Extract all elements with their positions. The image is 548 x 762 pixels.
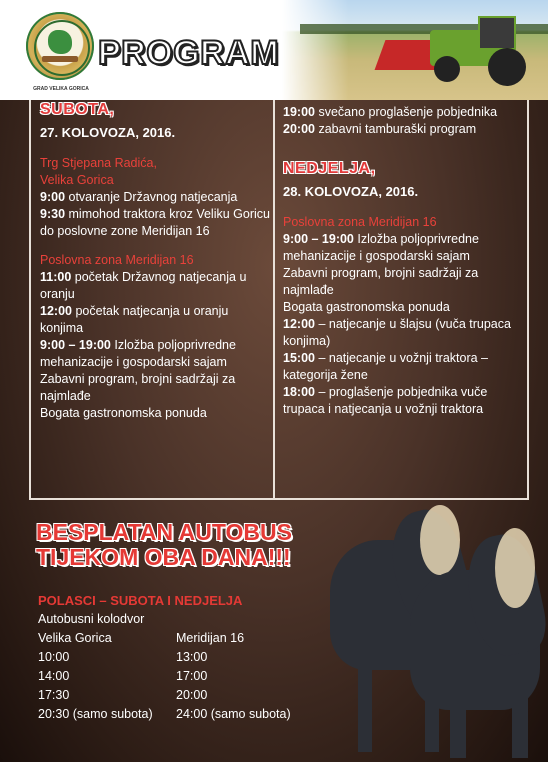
departures-title: POLASCI – SUBOTA I NEDJELJA — [38, 593, 243, 608]
schedule-column-meridijan: 13:00 17:00 20:00 24:00 (samo subota) — [176, 650, 291, 721]
location-line: Velika Gorica — [40, 173, 114, 187]
location-line: Poslovna zona Meridijan 16 — [40, 253, 194, 267]
horse-leg — [358, 660, 372, 752]
horse-leg — [512, 690, 528, 758]
program-item: 19:00 svečano proglašenje pobjednika — [283, 105, 498, 119]
horse-leg — [425, 660, 439, 752]
program-item: 9:00 – 19:00 Izložba poljoprivredne mehanizacije i gospodarski sajam — [40, 338, 236, 369]
program-note: Bogata gastronomska ponuda — [40, 406, 207, 420]
station-label: Autobusni kolodvor — [38, 612, 145, 626]
horse-mane — [495, 528, 535, 608]
schedule-header-velika-gorica: Velika Gorica — [38, 631, 112, 645]
sunday-heading: NEDJELJA, — [283, 160, 376, 177]
bus-headline: BESPLATAN AUTOBUS TIJEKOM OBA DANA!!! — [36, 519, 292, 570]
program-item: 12:00 – natjecanje u šlajsu (vuča trupaca konjima) — [283, 317, 511, 348]
program-item: 9:30 mimohod traktora kroz Veliku Goricu do poslovne zone Meridijan 16 — [40, 207, 270, 238]
frame-right — [527, 100, 529, 498]
location-line: Trg Stjepana Radića, — [40, 156, 157, 170]
frame-bottom — [29, 498, 529, 500]
saturday-column — [40, 101, 270, 422]
program-item: 9:00 otvaranje Državnog natjecanja — [40, 190, 238, 204]
sunday-date: 28. KOLOVOZA, 2016. — [283, 184, 419, 199]
logo-caption: GRAD VELIKA GORICA — [33, 86, 89, 92]
sunday-column — [283, 104, 513, 418]
program-item: 9:00 – 19:00 Izložba poljoprivredne mehanizacije i gospodarski sajam — [283, 232, 479, 263]
tractor-wheel — [434, 56, 460, 82]
program-item: 18:00 – proglašenje pobjednika vuče trupaca i natjecanja u vožnji traktora — [283, 385, 488, 416]
program-note: Zabavni program, brojni sadržaji za najmlađe — [283, 266, 479, 297]
program-item: 20:00 zabavni tamburaški program — [283, 122, 477, 136]
schedule-header-meridijan: Meridijan 16 — [176, 631, 245, 645]
header — [0, 0, 548, 100]
program-note: Zabavni program, brojni sadržaji za najmlađe — [40, 372, 236, 403]
location-line: Poslovna zona Meridijan 16 — [283, 215, 437, 229]
saturday-date: 27. KOLOVOZA, 2016. — [40, 125, 176, 140]
frame-left — [29, 100, 31, 498]
column-divider — [273, 100, 275, 498]
logo-emblem — [26, 12, 94, 80]
goat-icon — [48, 30, 72, 54]
program-item: 11:00 početak Državnog natjecanja u oranju — [40, 270, 247, 301]
program-item: 15:00 – natjecanje u vožnji traktora – kategorija žene — [283, 351, 489, 382]
tractor-wheel — [488, 48, 526, 86]
program-item: 12:00 početak natjecanja u oranju konjima — [40, 304, 229, 335]
horse-leg — [450, 690, 466, 758]
schedule-column-velika-gorica: 10:00 14:00 17:30 20:30 (samo subota) — [38, 650, 153, 721]
horse-mane — [420, 505, 460, 575]
saturday-heading: SUBOTA, — [40, 101, 115, 118]
page-title: PROGRAM — [98, 34, 280, 72]
tractor-cab — [478, 16, 516, 50]
program-note: Bogata gastronomska ponuda — [283, 300, 450, 314]
